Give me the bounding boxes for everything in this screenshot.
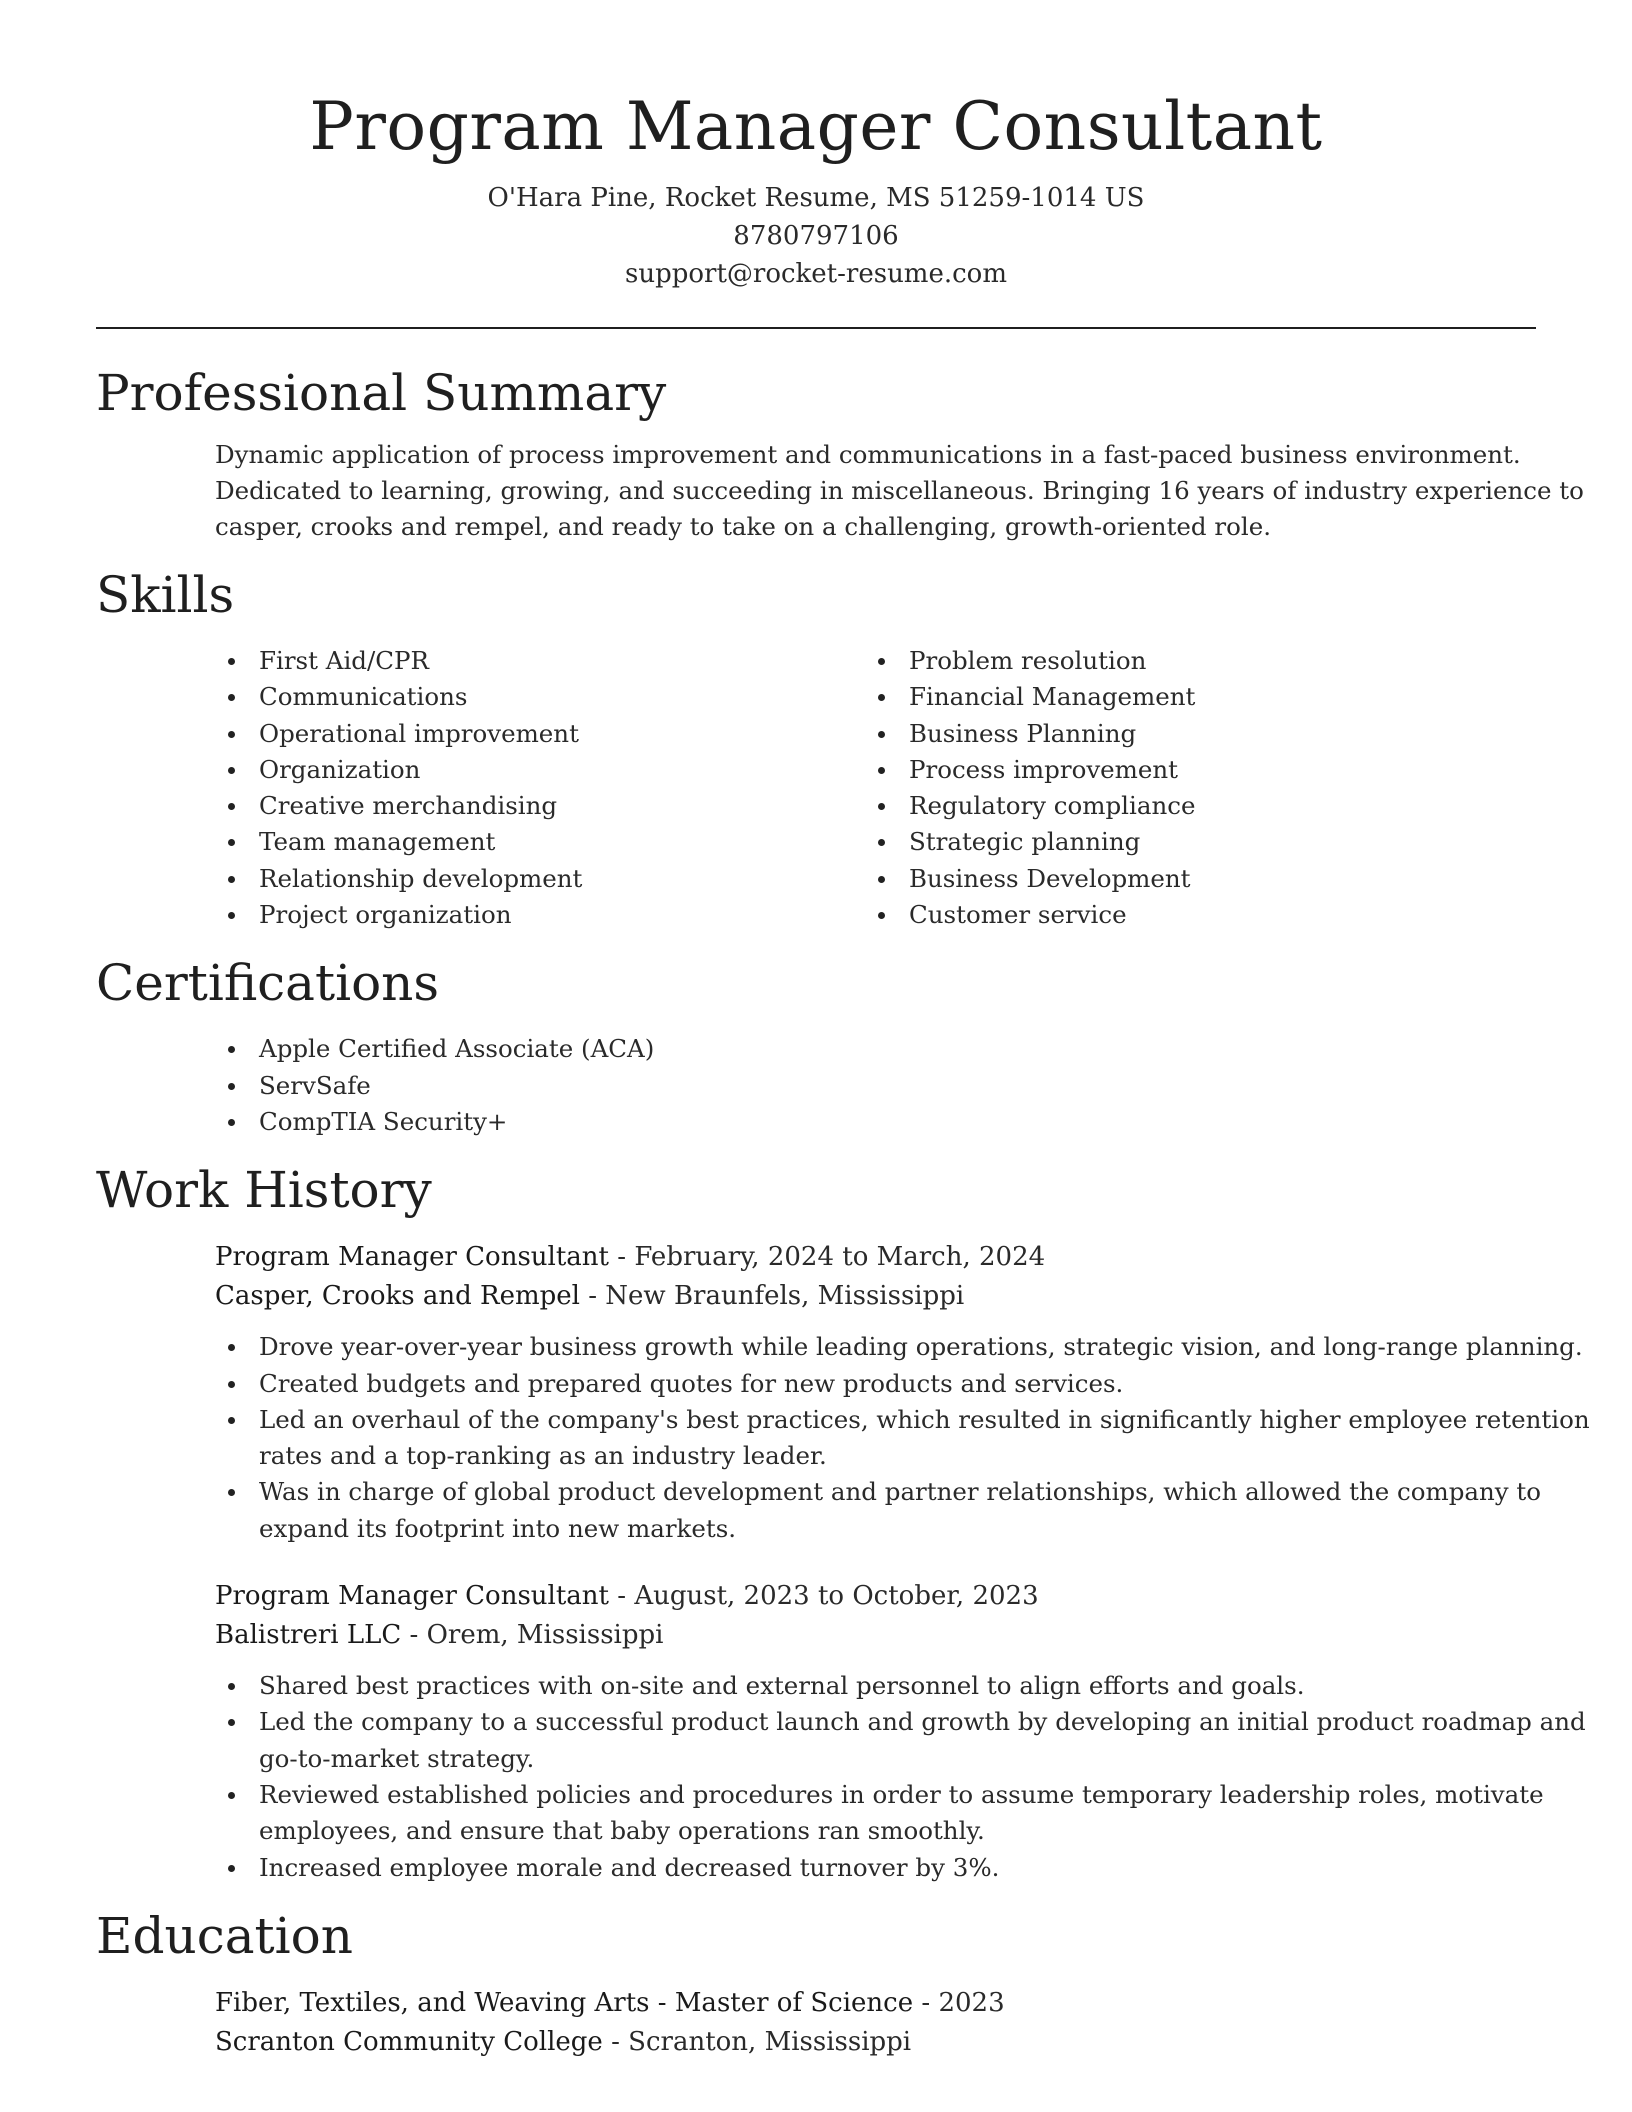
education-degree-line <box>215 1984 1536 2023</box>
job-entry <box>215 1577 1586 1886</box>
bullet-line: go-to-market strategy. <box>259 1743 535 1773</box>
skill-item: Problem resolution <box>865 643 1515 679</box>
bullet-line: Led the company to a successful product launch and growth by developing an initial product roadmap and <box>259 1707 1586 1737</box>
skill-item: Business Planning <box>865 716 1515 752</box>
job-company: Casper, Crooks and Rempel <box>215 1281 580 1312</box>
education-degree: - Master of Science <box>649 1987 914 2018</box>
job-dates: - February, 2024 to March, 2024 <box>609 1242 1046 1273</box>
skills-column-right <box>865 643 1515 933</box>
skill-item: First Aid/CPR <box>215 643 865 679</box>
job-bullet <box>215 1402 1590 1475</box>
skill-item: Financial Management <box>865 679 1515 715</box>
certifications-heading: Certifications <box>96 954 440 1013</box>
summary-line: Dynamic application of process improvement and communications in a fast-paced business environment. <box>215 440 1521 469</box>
bullet-line: Drove year-over-year business growth while leading operations, strategic vision, and long-range planning. <box>259 1332 1583 1362</box>
certifications-list <box>215 1031 1536 1140</box>
skill-item: Strategic planning <box>865 824 1515 860</box>
summary-heading: Professional Summary <box>96 364 667 422</box>
bullet-line: Shared best practices with on-site and external personnel to align efforts and goals. <box>259 1671 1305 1701</box>
bullet-line: Led an overhaul of the company's best practices, which resulted in significantly higher employee retention <box>259 1404 1590 1434</box>
skills-heading: Skills <box>96 566 235 624</box>
summary-text <box>215 437 1584 545</box>
job-title-line <box>215 1238 1536 1277</box>
education-field: Fiber, Textiles, and Weaving Arts <box>215 1987 650 2018</box>
bullet-line: expand its footprint into new markets. <box>259 1513 737 1543</box>
job-location: - Orem, Mississippi <box>401 1620 664 1651</box>
job-bullet <box>215 1850 1536 1886</box>
skill-item: Customer service <box>865 897 1515 933</box>
job-bullet <box>215 1474 1542 1547</box>
job-dates: - August, 2023 to October, 2023 <box>609 1581 1039 1612</box>
skill-item: Regulatory compliance <box>865 788 1515 824</box>
job-company: Balistreri LLC <box>215 1620 402 1651</box>
skill-item: Team management <box>215 824 865 860</box>
certification-item: Apple Certified Associate (ACA) <box>215 1031 1536 1067</box>
job-title: Program Manager Consultant <box>215 1581 609 1612</box>
certification-item: ServSafe <box>215 1068 1536 1104</box>
job-title: Program Manager Consultant <box>215 1242 609 1273</box>
skill-item: Organization <box>215 752 865 788</box>
bullet-line: employees, and ensure that baby operations ran smoothly. <box>259 1816 985 1846</box>
education-school: Scranton Community College <box>215 2026 603 2057</box>
email-link[interactable]: support@rocket-resume.com <box>624 259 1007 289</box>
certification-item: CompTIA Security+ <box>215 1104 1536 1140</box>
skills-list <box>215 643 1536 933</box>
job-entry <box>215 1238 1590 1547</box>
bullet-line: Was in charge of global product development and partner relationships, which allowed the company to <box>259 1477 1542 1507</box>
bullet-line: rates and a top-ranking as an industry leader. <box>259 1441 827 1471</box>
contact-block <box>96 179 1536 293</box>
job-bullet <box>215 1329 1583 1365</box>
education-school-line <box>215 2023 1536 2062</box>
address-text: O'Hara Pine, Rocket Resume, MS 51259-1014 US <box>487 183 1145 213</box>
job-bullet <box>215 1668 1536 1704</box>
bullet-line: Increased employee morale and decreased turnover by 3%. <box>259 1852 1000 1882</box>
education-year: - 2023 <box>913 1987 1005 2018</box>
skill-item: Business Development <box>865 861 1515 897</box>
skill-item: Operational improvement <box>215 716 865 752</box>
resume-title: Program Manager Consultant <box>309 88 1323 165</box>
job-bullet <box>215 1777 1544 1850</box>
header-divider <box>96 327 1536 329</box>
skills-column-left <box>215 643 865 933</box>
job-bullet-list <box>215 1329 1590 1547</box>
skill-item: Process improvement <box>865 752 1515 788</box>
job-company-line <box>215 1616 1536 1655</box>
skill-item: Communications <box>215 679 865 715</box>
job-bullet <box>215 1366 1536 1402</box>
phone-text: 8780797106 <box>733 221 899 251</box>
summary-line: Dedicated to learning, growing, and succeeding in miscellaneous. Bringing 16 years of industry experience to <box>215 476 1584 505</box>
resume-page <box>96 0 1590 2062</box>
job-title-line <box>215 1577 1536 1616</box>
education-heading: Education <box>96 1906 353 1965</box>
skill-item: Project organization <box>215 897 865 933</box>
work-history-heading: Work History <box>96 1161 432 1220</box>
bullet-line: Reviewed established policies and procedures in order to assume temporary leadership roles, motivate <box>259 1779 1544 1809</box>
bullet-line: Created budgets and prepared quotes for new products and services. <box>259 1368 1124 1398</box>
summary-line: casper, crooks and rempel, and ready to take on a challenging, growth-oriented role. <box>215 512 1271 541</box>
job-location: - New Braunfels, Mississippi <box>579 1281 965 1312</box>
education-location: - Scranton, Mississippi <box>602 2026 912 2057</box>
job-bullet <box>215 1704 1586 1777</box>
job-company-line <box>215 1277 1536 1316</box>
education-entry <box>215 1984 1536 2062</box>
skill-item: Creative merchandising <box>215 788 865 824</box>
skill-item: Relationship development <box>215 861 865 897</box>
job-bullet-list <box>215 1668 1586 1886</box>
